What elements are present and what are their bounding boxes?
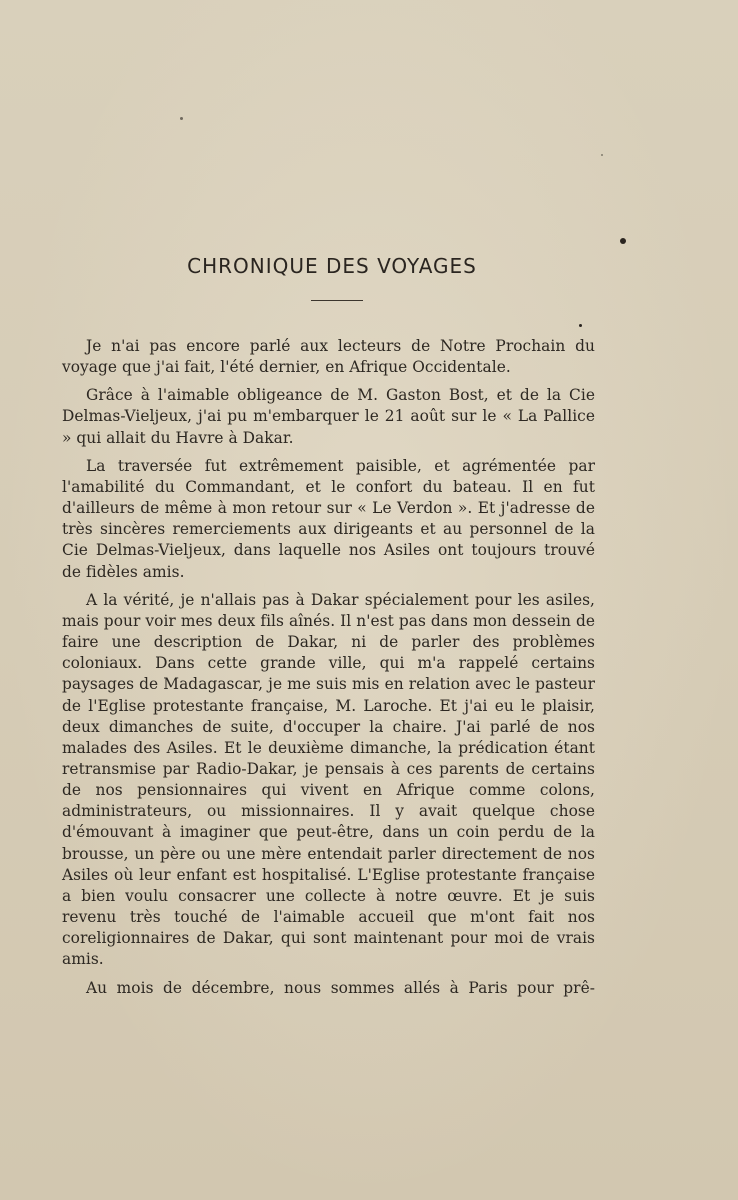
paragraph: La traversée fut extrêmement paisible, et agrémentée par l'amabilité du Commandant, et le confort du bateau. Il en fut d'ailleurs de même à mon retour sur « Le Verdon ». Et j'adresse de très sincères remerciements aux dirigeants et au personnel de la Cie Delmas-Vieljeux, dans laquelle nos Asiles ont toujours trouvé de fidèles amis.: [62, 456, 595, 581]
paragraph: Grâce à l'aimable obligeance de M. Gaston Bost, et de la Cie Delmas-Vieljeux, j'ai pu m'embarquer le 21 août sur le « La Pallice » qui allait du Havre à Dakar.: [62, 386, 595, 447]
ink-speck: [579, 324, 582, 327]
paragraph: A la vérité, je n'allais pas à Dakar spécialement pour les asiles, mais pour voir mes deux fils aînés. Il n'est pas dans mon dessein de faire une description de Dakar, ni de parler des problèmes coloniaux. Dans cette grande ville, qui m'a rappelé certains paysages de Madagascar, je me suis mis en relation avec le pasteur de l'Eglise protestante française, M. Laroche. Et j'ai eu le plaisir, deux dimanches de suite, d'occuper la chaire. J'ai parlé de nos malades des Asiles. Et le deuxième dimanche, la prédication étant retransmise par Radio-Dakar, je pensais à ces parents de certains de nos pensionnaires qui vivent en Afrique comme colons, administrateurs, ou missionnaires. Il y avait quelque chose d'émouvant à imaginer que peut-être, dans un coin perdu de la brousse, un père ou une mère entendait parler directement de nos Asiles où leur enfant est hospitalisé. L'Eglise protestante française a bien voulu consacrer une collecte à notre œuvre. Et je suis revenu très touché de l'aimable accueil que m'ont fait nos coreligionnaires de Dakar, qui sont maintenant pour moi de vrais amis.: [62, 590, 595, 969]
article-title: CHRONIQUE DES VOYAGES: [187, 254, 477, 278]
article-body: [62, 336, 595, 1006]
ink-speck: [601, 154, 603, 156]
ink-speck: [620, 238, 626, 244]
title-divider: [311, 300, 363, 301]
paragraph: Au mois de décembre, nous sommes allés à Paris pour prê-: [86, 978, 595, 997]
paragraph: Je n'ai pas encore parlé aux lecteurs de Notre Prochain du voyage que j'ai fait, l'été dernier, en Afrique Occidentale.: [62, 337, 595, 377]
ink-speck: [180, 117, 183, 120]
